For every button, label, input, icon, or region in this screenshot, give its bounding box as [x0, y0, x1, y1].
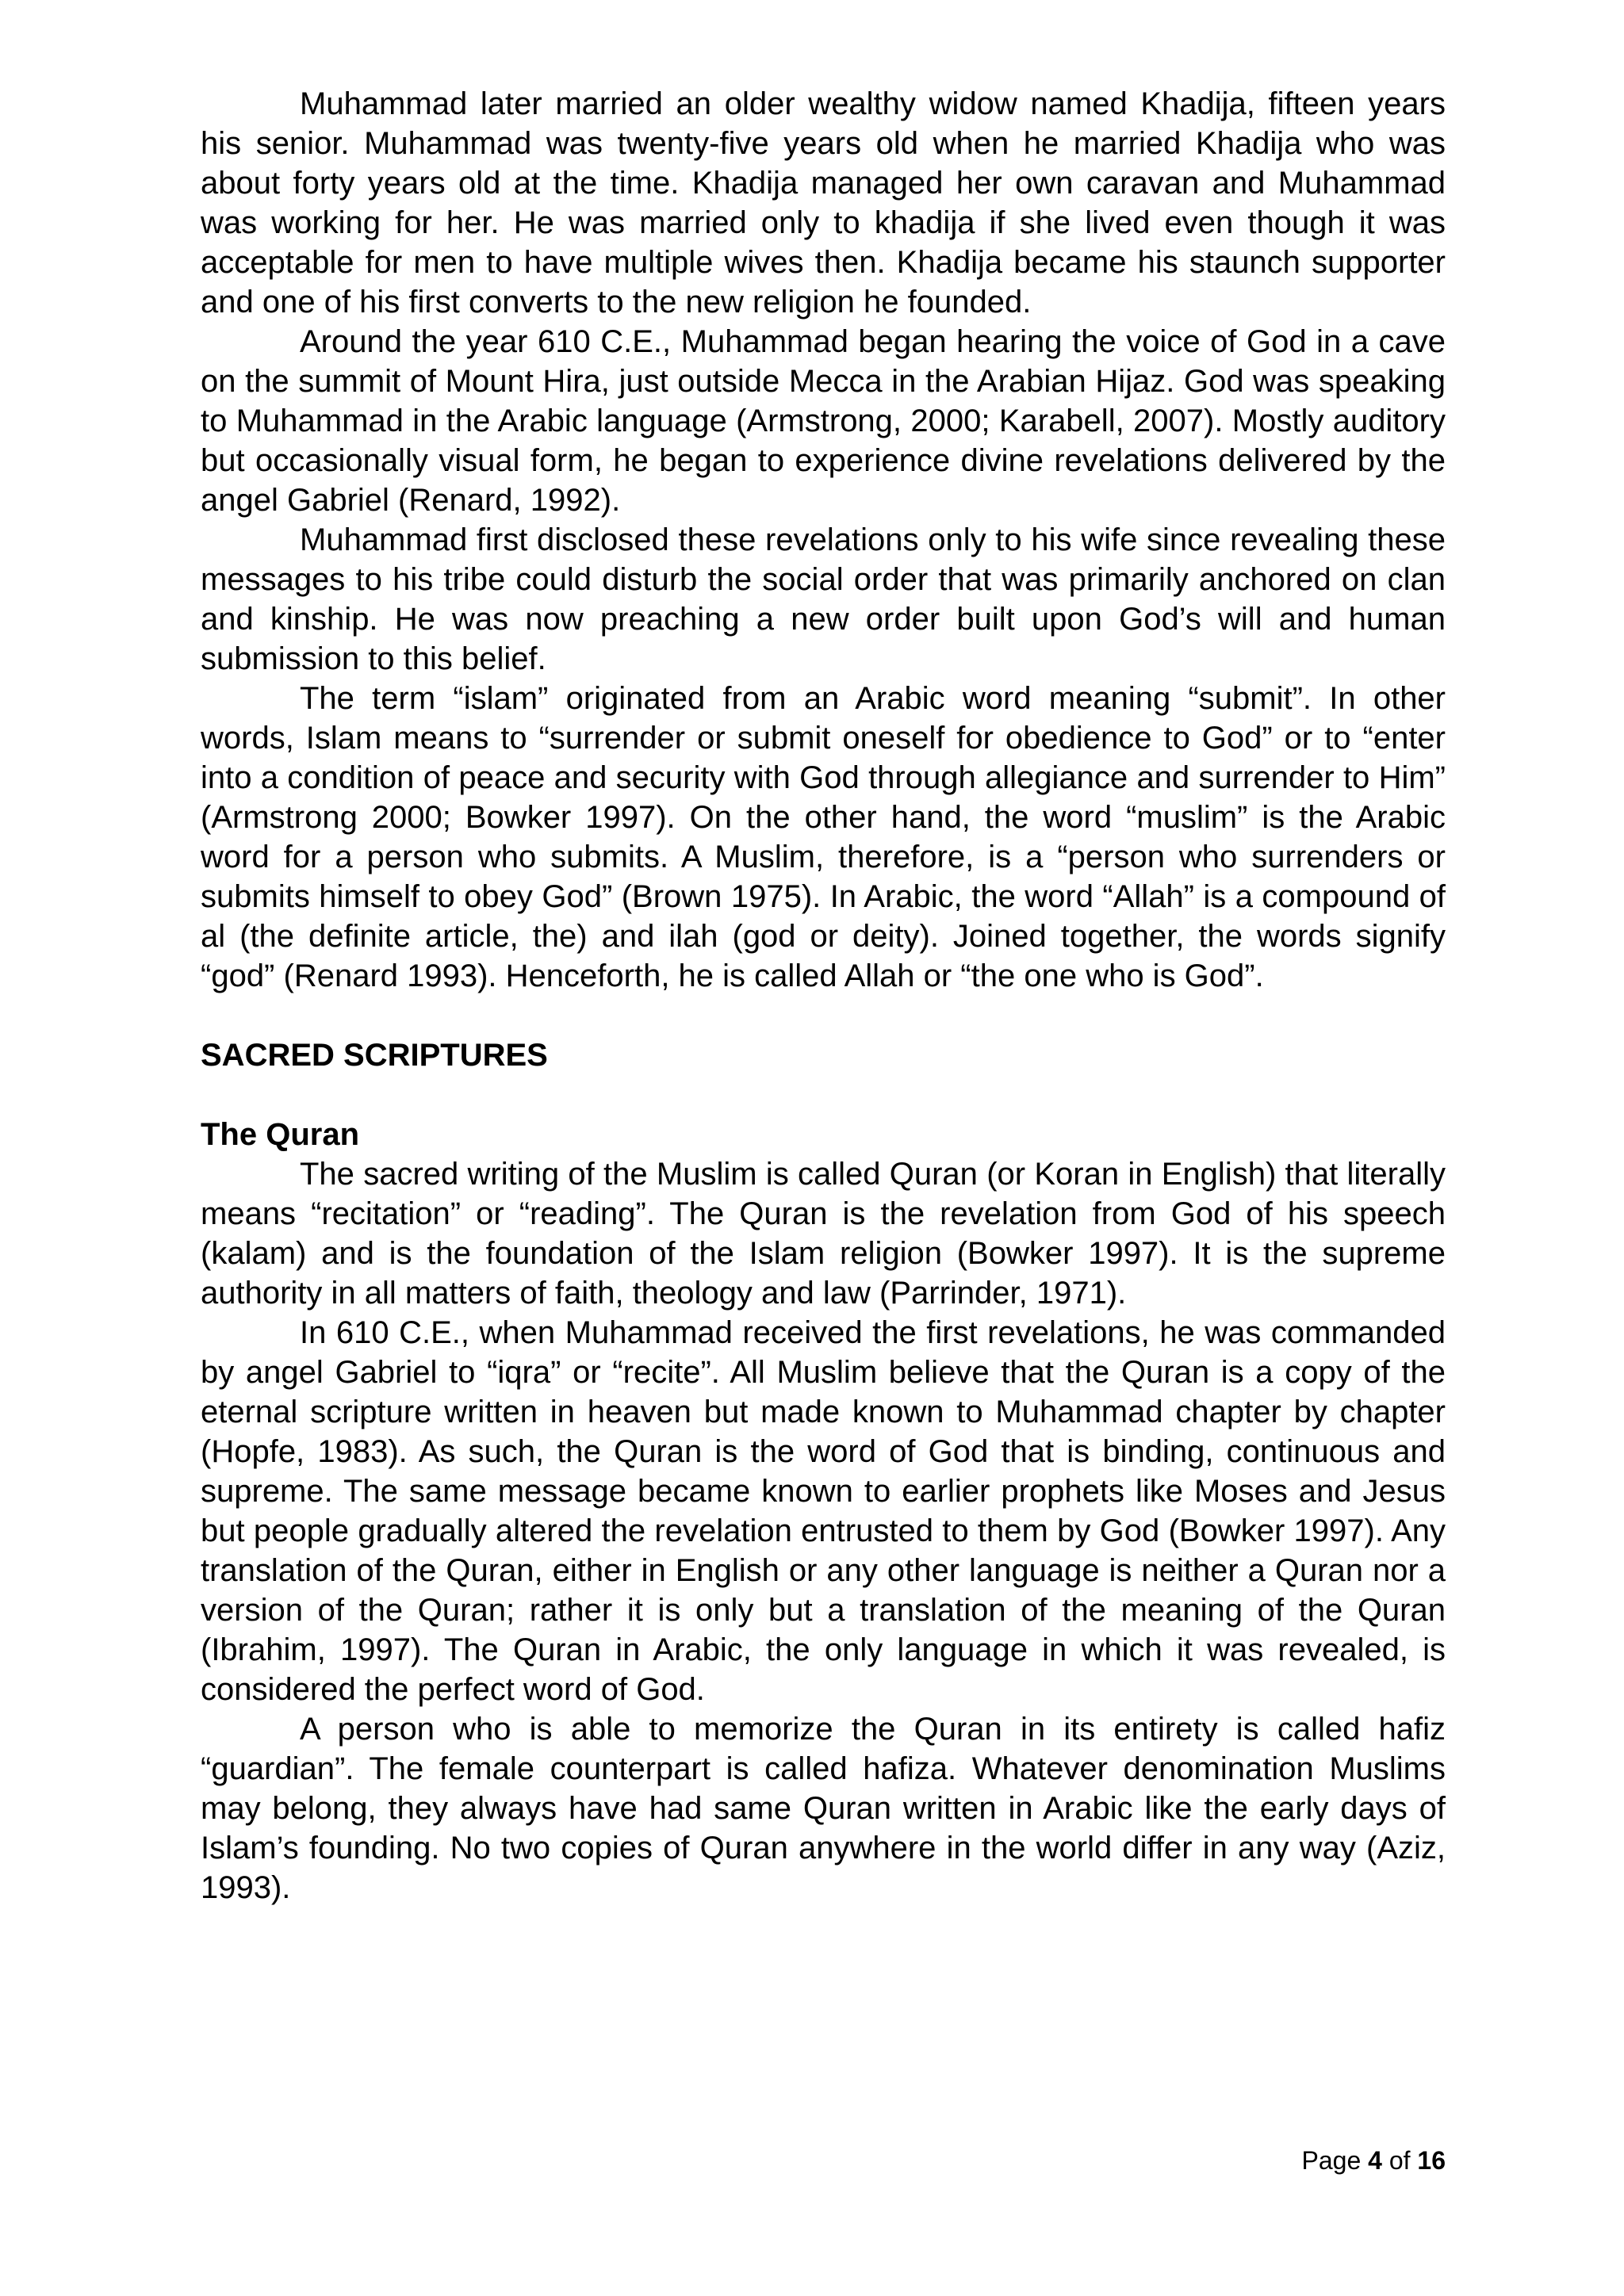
page-number: 4 — [1368, 2146, 1382, 2175]
paragraph-hafiz: A person who is able to memorize the Quran in its entirety is called hafiz “guardian”. The female counterpart is called hafiza. Whatever denomination Muslims may belong, they always have had same Quran written in Arabic like the early days of Islam’s founding. No two copies of Quran anywhere in the world differ in any way (Aziz, 1993). — [201, 1712, 1446, 1905]
document-body — [201, 84, 1446, 1908]
subsection-heading: The Quran — [201, 1117, 360, 1152]
section-heading: SACRED SCRIPTURES — [201, 1038, 548, 1073]
paragraph-term-islam: The term “islam” originated from an Arabic word meaning “submit”. In other words, Islam means to “surrender or submit oneself for obedience to God” or to “enter into a condition of peace and security with God through allegiance and surrender to Him” (Armstrong 2000; Bowker 1997). On the other hand, the word “muslim” is the Arabic word for a person who submits. A Muslim, therefore, is a “person who surrenders or submits himself to obey God” (Brown 1975). In Arabic, the word “Allah” is a compound of al (the definite article, the) and ilah (god or deity). Joined together, the words signify “god” (Renard 1993). Henceforth, he is called Allah or “the one who is God”. — [201, 681, 1446, 993]
paragraph-quran-revelation: In 610 C.E., when Muhammad received the first revelations, he was commanded by angel Gabriel to “iqra” or “recite”. All Muslim believe that the Quran is a copy of the eternal scripture written in heaven but made known to Muhammad chapter by chapter (Hopfe, 1983). As such, the Quran is the word of God that is binding, continuous and supreme. The same message became known to earlier prophets like Moses and Jesus but people gradually altered the revelation entrusted to them by God (Bowker 1997). Any translation of the Quran, either in English or any other language is neither a Quran nor a version of the Quran; rather it is only but a translation of the meaning of the Quran (Ibrahim, 1997). The Quran in Arabic, the only language in which it was revealed, is considered the perfect word of God. — [201, 1315, 1446, 1707]
page-label: Page — [1301, 2146, 1362, 2175]
paragraph-khadija: Muhammad later married an older wealthy widow named Khadija, fifteen years his senior. Muhammad was twenty-five years old when he married Khadija who was about forty years old at the time. Khadija managed her own caravan and Muhammad was working for her. He was married only to khadija if she lived even though it was acceptable for men to have multiple wives then. Khadija became his staunch supporter and one of his first converts to the new religion he founded. — [201, 86, 1446, 320]
page-footer — [1245, 2145, 1446, 2176]
paragraph-disclosure: Muhammad first disclosed these revelations only to his wife since revealing these messages to his tribe could disturb the social order that was primarily anchored on clan and kinship. He was now preaching a new order built upon God’s will and human submission to this belief. — [201, 522, 1446, 676]
total-pages: 16 — [1417, 2146, 1446, 2175]
paragraph-quran-definition: The sacred writing of the Muslim is called Quran (or Koran in English) that literally means “recitation” or “reading”. The Quran is the revelation from God of his speech (kalam) and is the foundation of the Islam religion (Bowker 1997). It is the supreme authority in all matters of faith, theology and law (Parrinder, 1971). — [201, 1157, 1446, 1311]
paragraph-first-revelation: Around the year 610 C.E., Muhammad began hearing the voice of God in a cave on the summit of Mount Hira, just outside Mecca in the Arabian Hijaz. God was speaking to Muhammad in the Arabic language (Armstrong, 2000; Karabell, 2007). Mostly auditory but occasionally visual form, he began to experience divine revelations delivered by the angel Gabriel (Renard, 1992). — [201, 324, 1446, 518]
of-label: of — [1388, 2146, 1411, 2175]
